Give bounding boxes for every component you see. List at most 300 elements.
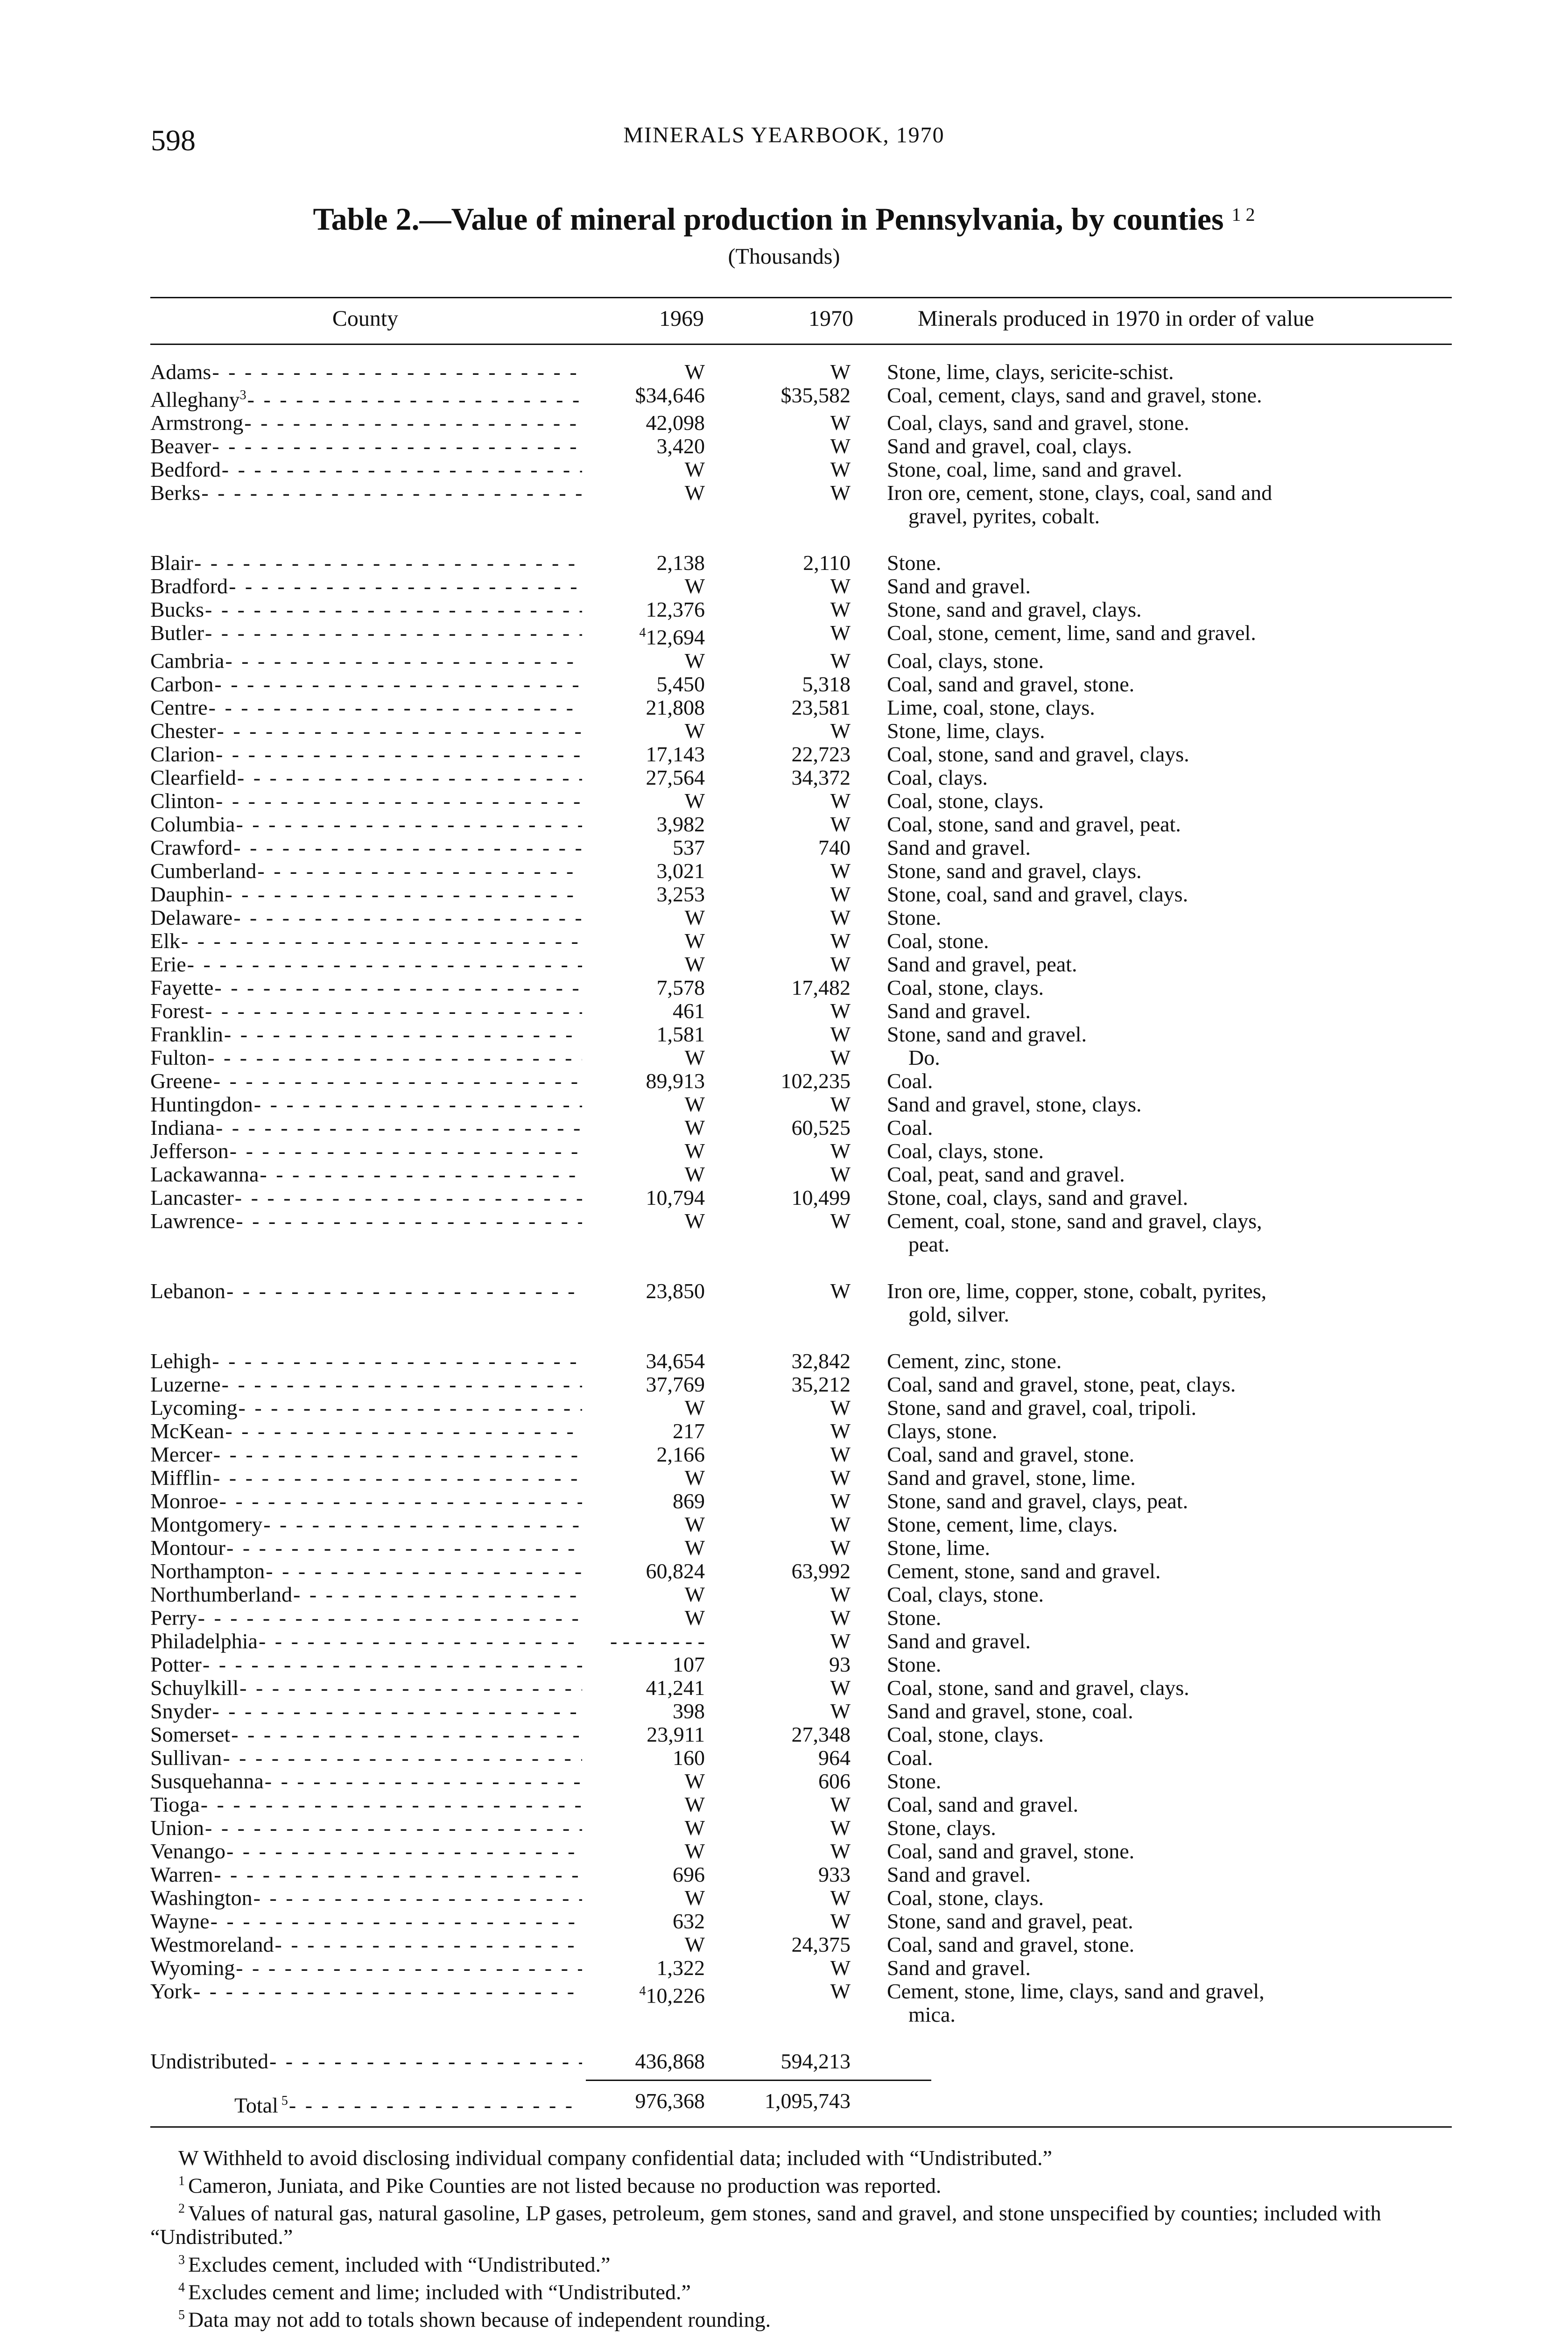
- table-row: [150, 1023, 1568, 1046]
- county-cell: [150, 1793, 582, 1816]
- county-cell: [150, 1886, 582, 1910]
- county-name: [150, 906, 233, 929]
- page-number: 598: [151, 124, 196, 157]
- county-name: [150, 1279, 226, 1303]
- value-1970: W: [830, 1792, 851, 1816]
- minerals-cell: Sand and gravel.: [887, 998, 1031, 1023]
- value-1969: [582, 435, 705, 458]
- total-label-text: Total: [234, 2093, 278, 2117]
- county-name: [150, 1350, 212, 1373]
- county-name-text: Forest: [150, 999, 204, 1023]
- dot-leader: [205, 1816, 582, 1840]
- table-row: [150, 1816, 1568, 1840]
- county-cell: [150, 1746, 582, 1770]
- value-1969-text: 1,322: [656, 1955, 705, 1980]
- value-1969: [582, 1886, 705, 1910]
- value-1969: [582, 1630, 705, 1653]
- county-name: [150, 1093, 254, 1116]
- value-1970: W: [830, 1022, 851, 1046]
- value-1970: W: [830, 360, 851, 384]
- minerals-cell: Coal, clays, stone.: [887, 1139, 1044, 1163]
- value-1969: [582, 813, 705, 836]
- dot-leader: [194, 551, 582, 575]
- dot-leader: [239, 1676, 582, 1700]
- county-cell: [150, 836, 582, 859]
- value-1969: [582, 1536, 705, 1560]
- dot-leader: [247, 388, 582, 411]
- value-1969-text: 696: [673, 1862, 705, 1886]
- county-name-text: Columbia: [150, 812, 235, 836]
- table-row: [150, 1350, 1568, 1373]
- county-cell: [150, 1350, 582, 1373]
- value-1969-text: W: [684, 1115, 705, 1139]
- table-row: [150, 1653, 1568, 1676]
- table-row: [150, 2050, 1568, 2073]
- county-name-text: Adams: [150, 360, 211, 384]
- value-1970: W: [830, 621, 851, 645]
- value-1969-text: W: [684, 574, 705, 598]
- value-1969: [582, 953, 705, 976]
- value-1969: [582, 999, 705, 1023]
- value-1970: 2,110: [803, 551, 851, 575]
- value-1969-text: W: [684, 1769, 705, 1793]
- value-1969: [582, 411, 705, 435]
- value-1970: W: [830, 1489, 851, 1513]
- dot-leader: [211, 1910, 582, 1933]
- minerals-cell: Coal, stone, sand and gravel, clays.: [887, 742, 1189, 766]
- county-name-text: Susquehanna: [150, 1769, 264, 1793]
- minerals-cell: Sand and gravel, stone, clays.: [887, 1092, 1142, 1116]
- county-name-text: Clearfield: [150, 766, 236, 789]
- value-1970: W: [830, 1979, 851, 2003]
- county-cell: [150, 1163, 582, 1186]
- value-1969: [582, 1420, 705, 1443]
- county-name-text: Butler: [150, 621, 204, 645]
- table-row: [150, 743, 1568, 766]
- county-name-text: Mercer: [150, 1442, 212, 1466]
- table-row: [150, 1093, 1568, 1116]
- value-1969: [582, 1910, 705, 1933]
- county-name: [150, 1373, 222, 1396]
- total-row: [150, 2089, 1568, 2117]
- table-row: [150, 789, 1568, 813]
- table-row: [150, 458, 1568, 481]
- value-1969: [582, 1116, 705, 1139]
- county-cell: [150, 1186, 582, 1209]
- value-1969-text: 1,581: [656, 1022, 705, 1046]
- total-footnote-ref: 5: [278, 2093, 288, 2108]
- county-cell: [150, 649, 582, 673]
- dot-leader: [263, 1513, 582, 1536]
- value-1969: [582, 1513, 705, 1536]
- county-name: [150, 836, 233, 859]
- table-title: [0, 201, 1568, 238]
- dot-leader: [235, 1186, 582, 1209]
- county-name: [150, 1069, 213, 1093]
- dot-leader: [212, 1350, 582, 1373]
- minerals-cell: Coal, sand and gravel, stone.: [887, 1442, 1135, 1466]
- minerals-cell: Stone, sand and gravel, clays.: [887, 598, 1142, 622]
- county-cell: [150, 1630, 582, 1653]
- minerals-cell: Cement, stone, lime, clays, sand and gravel, mica.: [887, 1979, 1265, 2026]
- minerals-cell: Stone, lime.: [887, 1535, 991, 1560]
- county-cell: [150, 1466, 582, 1490]
- dot-leader: [205, 598, 582, 621]
- county-cell: [150, 1443, 582, 1466]
- county-cell: [150, 1513, 582, 1536]
- value-1969-text: W: [684, 788, 705, 813]
- value-1969: [582, 929, 705, 953]
- dot-leader: [224, 1023, 582, 1046]
- footnote: [150, 2304, 1457, 2331]
- value-1970: W: [830, 411, 851, 435]
- county-name: [150, 2050, 269, 2073]
- value-1969-text: W: [684, 648, 705, 673]
- value-1969-text: 23,850: [646, 1279, 705, 1303]
- value-1969: [582, 1653, 705, 1676]
- county-name: [150, 458, 222, 481]
- county-cell: [150, 1046, 582, 1069]
- value-1969: [582, 1956, 705, 1980]
- county-cell: [150, 976, 582, 999]
- column-header-1970: 1970: [809, 306, 853, 331]
- table-row: [150, 411, 1568, 435]
- value-1970: W: [830, 457, 851, 482]
- county-name: [150, 1910, 211, 1933]
- footnote-text: Withheld to avoid disclosing individual company confidential data; included with “Undistributed.”: [203, 2146, 1052, 2170]
- minerals-cell: Coal, sand and gravel, stone, peat, clays.: [887, 1372, 1236, 1396]
- value-1969-text: W: [684, 1209, 705, 1233]
- value-1969: [582, 1069, 705, 1093]
- value-1969-text: W: [684, 1605, 705, 1630]
- value-1970: W: [830, 1885, 851, 1910]
- table-row: [150, 1466, 1568, 1490]
- minerals-cell: Stone, sand and gravel, clays, peat.: [887, 1489, 1188, 1513]
- dot-leader: [236, 813, 582, 836]
- county-name: [150, 1770, 265, 1793]
- value-1970: W: [830, 481, 851, 505]
- value-1969-text: 42,098: [646, 411, 705, 435]
- value-1969: [582, 719, 705, 743]
- minerals-cell: Iron ore, lime, copper, stone, cobalt, pyrites, gold, silver.: [887, 1279, 1267, 1326]
- county-name: [150, 673, 214, 696]
- county-cell: [150, 696, 582, 719]
- dot-leader: [236, 1956, 582, 1980]
- dot-leader: [254, 1093, 582, 1116]
- value-1970: W: [830, 905, 851, 929]
- dot-leader: [231, 1723, 582, 1746]
- county-name-text: Indiana: [150, 1116, 215, 1139]
- table-row: [150, 1933, 1568, 1956]
- county-name: [150, 1793, 201, 1816]
- value-1969-text: 436,868: [635, 2049, 705, 2073]
- value-1969: [582, 906, 705, 929]
- dot-leader: [269, 2050, 582, 2073]
- minerals-cell: Coal, stone, sand and gravel, peat.: [887, 812, 1181, 836]
- county-name-text: Wyoming: [150, 1956, 235, 1980]
- county-cell: [150, 551, 582, 575]
- county-name-text: Armstrong: [150, 411, 244, 435]
- minerals-cell: Stone, sand and gravel, peat.: [887, 1909, 1133, 1933]
- county-name-text: Jefferson: [150, 1139, 229, 1163]
- table-row: [150, 929, 1568, 953]
- dot-leader: [275, 1933, 582, 1956]
- county-name: [150, 1700, 212, 1723]
- dot-leader: [222, 1373, 582, 1396]
- value-1969: [582, 766, 705, 789]
- value-1970: W: [830, 1955, 851, 1980]
- minerals-cell: Coal, stone, cement, lime, sand and gravel.: [887, 621, 1256, 645]
- footnote-text: Cameron, Juniata, and Pike Counties are not listed because no production was reported.: [188, 2173, 942, 2198]
- value-1969: [582, 1560, 705, 1583]
- value-1969-text: 23,911: [647, 1722, 705, 1746]
- value-1970: 27,348: [791, 1722, 851, 1746]
- county-cell: [150, 1910, 582, 1933]
- county-name-text: York: [150, 1979, 192, 2003]
- dot-leader: [214, 976, 582, 999]
- table-row: [150, 1116, 1568, 1139]
- minerals-cell: Cement, zinc, stone.: [887, 1349, 1062, 1373]
- county-cell: [150, 1279, 582, 1303]
- value-1969: [582, 1840, 705, 1863]
- value-1969-text: 632: [673, 1909, 705, 1933]
- value-1970: W: [830, 998, 851, 1023]
- table-row: [150, 1420, 1568, 1443]
- value-1969-text: 60,824: [646, 1559, 705, 1583]
- county-cell: [150, 813, 582, 836]
- dot-leader: [239, 1396, 582, 1420]
- dot-leader: [229, 575, 582, 598]
- table-row: [150, 1863, 1568, 1886]
- table-title-text: Table 2.—Value of mineral production in Pennsylvania, by counties: [313, 201, 1224, 237]
- value-1969: [582, 1863, 705, 1886]
- county-name-text: Mifflin: [150, 1466, 212, 1490]
- value-1969-text: 537: [673, 835, 705, 859]
- county-name-text: Luzerne: [150, 1372, 221, 1396]
- minerals-cell: Clays, stone.: [887, 1419, 998, 1443]
- table-row: [150, 598, 1568, 621]
- value-1969: [582, 859, 705, 883]
- table-row: [150, 1793, 1568, 1816]
- minerals-cell: Stone, sand and gravel, clays.: [887, 858, 1142, 883]
- table-row: [150, 883, 1568, 906]
- county-name-text: Northampton: [150, 1559, 265, 1583]
- county-name: [150, 1420, 225, 1443]
- county-cell: [150, 1093, 582, 1116]
- dot-leader: [212, 360, 582, 384]
- minerals-cell: Stone.: [887, 1605, 942, 1630]
- county-name-text: Undistributed: [150, 2049, 268, 2073]
- minerals-cell: Coal, clays, stone.: [887, 648, 1044, 673]
- value-1969-text: - - - - - - - -: [610, 1629, 705, 1653]
- value-1969-text: 217: [673, 1419, 705, 1443]
- county-name-text: McKean: [150, 1419, 225, 1443]
- value-1969: [582, 1700, 705, 1723]
- minerals-cell: Coal, sand and gravel, stone.: [887, 1932, 1135, 1956]
- minerals-cell: Stone, coal, clays, sand and gravel.: [887, 1185, 1188, 1209]
- minerals-cell: Sand and gravel.: [887, 1629, 1031, 1653]
- county-name-text: Westmoreland: [150, 1933, 274, 1956]
- value-1969: [582, 1443, 705, 1466]
- value-1969: [582, 1816, 705, 1840]
- value-1969-text: W: [684, 1395, 705, 1420]
- county-cell: [150, 1956, 582, 1980]
- value-1969-text: 2,166: [656, 1442, 705, 1466]
- county-cell: [150, 384, 582, 411]
- table-row: [150, 906, 1568, 929]
- value-1970: 17,482: [791, 975, 851, 999]
- county-name: [150, 1816, 205, 1840]
- value-1969: [582, 384, 705, 407]
- county-name: [150, 360, 212, 384]
- table-row: [150, 1396, 1568, 1420]
- county-name-text: Snyder: [150, 1699, 211, 1723]
- county-cell: [150, 1816, 582, 1840]
- dot-leader: [216, 1116, 582, 1139]
- value-1970: W: [830, 1139, 851, 1163]
- value-1969-text: W: [684, 1139, 705, 1163]
- county-name: [150, 1676, 239, 1700]
- minerals-cell: Stone, coal, lime, sand and gravel.: [887, 457, 1182, 482]
- value-1969: [582, 1466, 705, 1490]
- county-name: [150, 1886, 253, 1910]
- value-1970: 5,318: [802, 672, 851, 696]
- value-1969: [582, 1163, 705, 1186]
- minerals-cell: Coal, clays, sand and gravel, stone.: [887, 411, 1189, 435]
- minerals-cell: Cement, stone, sand and gravel.: [887, 1559, 1161, 1583]
- county-cell: [150, 481, 582, 505]
- minerals-cell: Coal.: [887, 1745, 933, 1770]
- table-row: [150, 575, 1568, 598]
- county-name: [150, 1630, 259, 1653]
- dot-leader: [236, 1209, 582, 1233]
- dot-leader: [198, 1606, 582, 1630]
- total-1970: 1,095,743: [765, 2088, 851, 2113]
- total-rule-row: [586, 2080, 931, 2081]
- table-row: [150, 1163, 1568, 1186]
- county-cell: [150, 1583, 582, 1606]
- column-header-1969: 1969: [659, 306, 704, 331]
- dot-leader: [223, 1746, 582, 1770]
- table-row: [150, 649, 1568, 673]
- county-name: [150, 696, 209, 719]
- value-1969-text: W: [684, 1162, 705, 1186]
- value-1969: [582, 743, 705, 766]
- table-row: [150, 1186, 1568, 1209]
- value-1970: W: [830, 598, 851, 622]
- dot-leader: [222, 458, 582, 481]
- minerals-cell: Coal, sand and gravel.: [887, 1792, 1079, 1816]
- minerals-cell: Sand and gravel, stone, coal.: [887, 1699, 1133, 1723]
- table-row: [150, 1583, 1568, 1606]
- dot-leader: [233, 836, 582, 859]
- county-cell: [150, 1490, 582, 1513]
- value-1969: [582, 1980, 705, 2007]
- county-name-text: Alleghany: [150, 387, 240, 412]
- value-1970: 60,525: [791, 1115, 851, 1139]
- value-1969: [582, 2050, 705, 2073]
- value-1969-text: W: [684, 1815, 705, 1840]
- county-cell: [150, 1396, 582, 1420]
- table-row: [150, 1046, 1568, 1069]
- total-label-cell: [150, 2089, 582, 2117]
- table-row: [150, 813, 1568, 836]
- dot-leader: [216, 789, 582, 813]
- footnote: [150, 2197, 1457, 2248]
- county-name: [150, 435, 212, 458]
- value-1969-text: 10,226: [646, 1983, 705, 2007]
- column-header-county: County: [332, 306, 399, 331]
- county-cell: [150, 1373, 582, 1396]
- county-name-text: Crawford: [150, 836, 233, 859]
- value-1969-text: 3,021: [656, 858, 705, 883]
- table-row: [150, 696, 1568, 719]
- value-1970: W: [830, 1045, 851, 1069]
- value-1969: [582, 1606, 705, 1630]
- county-name-text: Bedford: [150, 458, 221, 482]
- table-row: [150, 621, 1568, 649]
- dot-leader: [289, 2094, 582, 2117]
- county-name: [150, 1956, 236, 1980]
- value-1969: [582, 1350, 705, 1373]
- value-1970: W: [830, 1279, 851, 1303]
- minerals-cell: Stone, sand and gravel, coal, tripoli.: [887, 1395, 1197, 1420]
- county-name: [150, 1396, 239, 1420]
- value-1969: [582, 1770, 705, 1793]
- table-row: [150, 673, 1568, 696]
- value-1970: W: [830, 952, 851, 976]
- county-name: [150, 1980, 193, 2003]
- dot-leader: [226, 1536, 582, 1560]
- value-1969-text: W: [684, 928, 705, 953]
- value-1970: W: [830, 1209, 851, 1233]
- dot-leader: [266, 1560, 582, 1583]
- value-1969: [582, 1279, 705, 1303]
- minerals-cell: Stone, lime, clays, sericite-schist.: [887, 360, 1174, 384]
- table-row: [150, 999, 1568, 1023]
- table-title-refs: 1 2: [1231, 204, 1255, 225]
- minerals-cell: Sand and gravel.: [887, 574, 1031, 598]
- county-name-text: Perry: [150, 1606, 197, 1630]
- footnote: [150, 2146, 1457, 2170]
- footnote-mark: 2: [178, 2201, 188, 2216]
- value-1969-text: 17,143: [646, 742, 705, 766]
- footnote: [150, 2170, 1457, 2197]
- value-1969: [582, 836, 705, 859]
- dot-leader: [216, 743, 582, 766]
- county-name-text: Berks: [150, 481, 201, 505]
- value-1970: 32,842: [791, 1349, 851, 1373]
- county-name-text: Bucks: [150, 598, 204, 622]
- county-name-text: Philadelphia: [150, 1629, 258, 1653]
- minerals-cell: Coal, sand and gravel, stone.: [887, 1839, 1135, 1863]
- value-1970: 22,723: [791, 742, 851, 766]
- dot-leader: [181, 929, 582, 953]
- county-cell: [150, 1606, 582, 1630]
- value-1970: 933: [818, 1862, 851, 1886]
- dot-leader: [214, 673, 582, 696]
- minerals-cell: Sand and gravel.: [887, 835, 1031, 859]
- county-name: [150, 1209, 236, 1233]
- county-cell: [150, 2050, 582, 2073]
- county-cell: [150, 929, 582, 953]
- value-1970: W: [830, 1605, 851, 1630]
- county-cell: [150, 1700, 582, 1723]
- value-1970: W: [830, 1395, 851, 1420]
- county-cell: [150, 1116, 582, 1139]
- county-name-text: Wayne: [150, 1909, 210, 1933]
- county-name: [150, 411, 244, 435]
